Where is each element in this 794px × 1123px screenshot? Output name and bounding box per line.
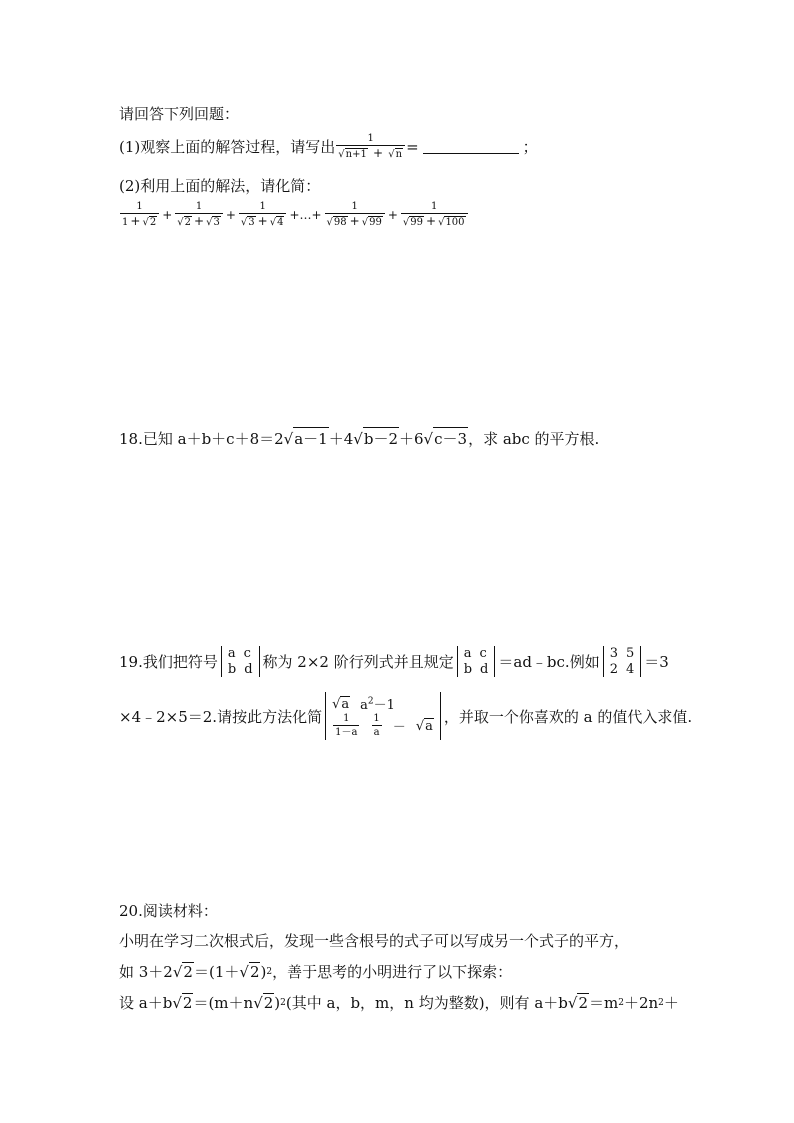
part-1: [119, 133, 538, 160]
part-2: [119, 175, 320, 196]
determinant-definition: a c b d: [457, 646, 496, 677]
sqrt: √b－2: [353, 427, 399, 449]
fraction-denominator: √n+1 + √n: [336, 145, 405, 161]
radical-icon: √: [415, 718, 425, 734]
part-2-label: (2)利用上面的解法，请化简：: [119, 177, 321, 195]
question-20-line-3: 设 a＋b √2 ＝(m＋n √2 ) 2 (其中 a，b，m，n 均为整数)，则有 a＋b √2 ＝m 2 ＋2n 2 ＋: [119, 993, 679, 1012]
question-intro: [119, 103, 239, 124]
question-19-line-2: ×4﹣2×5＝2.请按此方法化简 √a $a^2-1$ $\frac{1}{1-a}$ $\frac{1}{a}$ － √a ，并取一个你喜欢的 a 的值代入求值.: [119, 692, 692, 740]
part-1-fraction: [336, 133, 405, 160]
radical-icon: √: [206, 216, 213, 228]
fraction-numerator: 1: [367, 133, 374, 144]
radical-icon: √: [361, 216, 369, 228]
question-20-line-2: 如 3＋2 √2 ＝(1＋ √2 ) 2 ，善于思考的小明进行了以下探索：: [119, 962, 513, 981]
radical-icon: √: [142, 216, 149, 228]
part-1-end: ；: [522, 138, 538, 157]
sum-term: $\frac{1}{√98 + √99}$: [325, 201, 385, 228]
sqrt: √a－1: [284, 427, 329, 449]
radical-icon: √: [240, 216, 248, 228]
sum-term: $\frac{1}{√99 + √100}$: [401, 201, 468, 228]
determinant-example: 3 5 2 4: [603, 646, 642, 677]
radical-icon: √: [332, 696, 341, 712]
sum-term: $\frac{1}{1 + √2}$: [120, 201, 159, 228]
part-1-label: (1)观察上面的解答过程，请写出: [119, 138, 336, 157]
radical-icon: √: [338, 148, 345, 160]
sqrt: √n: [388, 148, 403, 160]
radical-icon: √: [253, 994, 263, 1012]
sum-term: $\frac{1}{√2 + √3}$: [175, 201, 223, 228]
question-18: 18.已知 a＋b＋c＋8＝2 √a－1 ＋4 √b－2 ＋6 √c－3 ，求 abc 的平方根.: [119, 427, 599, 449]
radical-icon: √: [402, 216, 410, 228]
sum-term: $\frac{1}{√3 + √4}$: [239, 201, 287, 228]
ellipsis: +…+: [289, 207, 322, 222]
sqrt: √n+1: [338, 148, 367, 160]
radical-icon: √: [353, 430, 363, 448]
radical-icon: √: [283, 430, 294, 448]
part-2-expression: $\frac{1}{1 + √2}$ + $\frac{1}{√2 + √3}$ + $\frac{1}{√3 + √4}$ +…+ $\frac{1}{√98 + √99}$ + $\frac{1}{√99 + √100}$: [119, 201, 469, 228]
question-19-line-1: 19.我们把符号 a c b d 称为 2×2 阶行列式并且规定 a c b d ＝ad﹣bc.例如 3 5 2 4 ＝3: [119, 646, 669, 677]
sqrt: √c－3: [424, 427, 469, 449]
determinant-to-simplify: √a $a^2-1$ $\frac{1}{1-a}$ $\frac{1}{a}$ － √a: [325, 692, 441, 740]
intro-text: 请回答下列回题：: [119, 105, 240, 123]
radical-icon: √: [326, 216, 333, 228]
radical-icon: √: [239, 963, 249, 981]
radical-icon: √: [269, 216, 277, 228]
equals-sign: =: [406, 137, 419, 156]
question-20-title: 20.阅读材料：: [119, 902, 218, 920]
radical-icon: √: [172, 994, 182, 1012]
radical-icon: √: [177, 216, 184, 228]
radical-icon: √: [388, 148, 395, 160]
radical-icon: √: [567, 994, 578, 1012]
answer-blank[interactable]: [423, 139, 519, 154]
determinant-symbol: a c b d: [221, 646, 260, 677]
question-20-line-1: 小明在学习二次根式后，发现一些含根号的式子可以写成另一个式子的平方，: [119, 932, 630, 950]
radical-icon: √: [172, 963, 183, 981]
radical-icon: √: [438, 216, 445, 228]
radical-icon: √: [423, 430, 434, 448]
